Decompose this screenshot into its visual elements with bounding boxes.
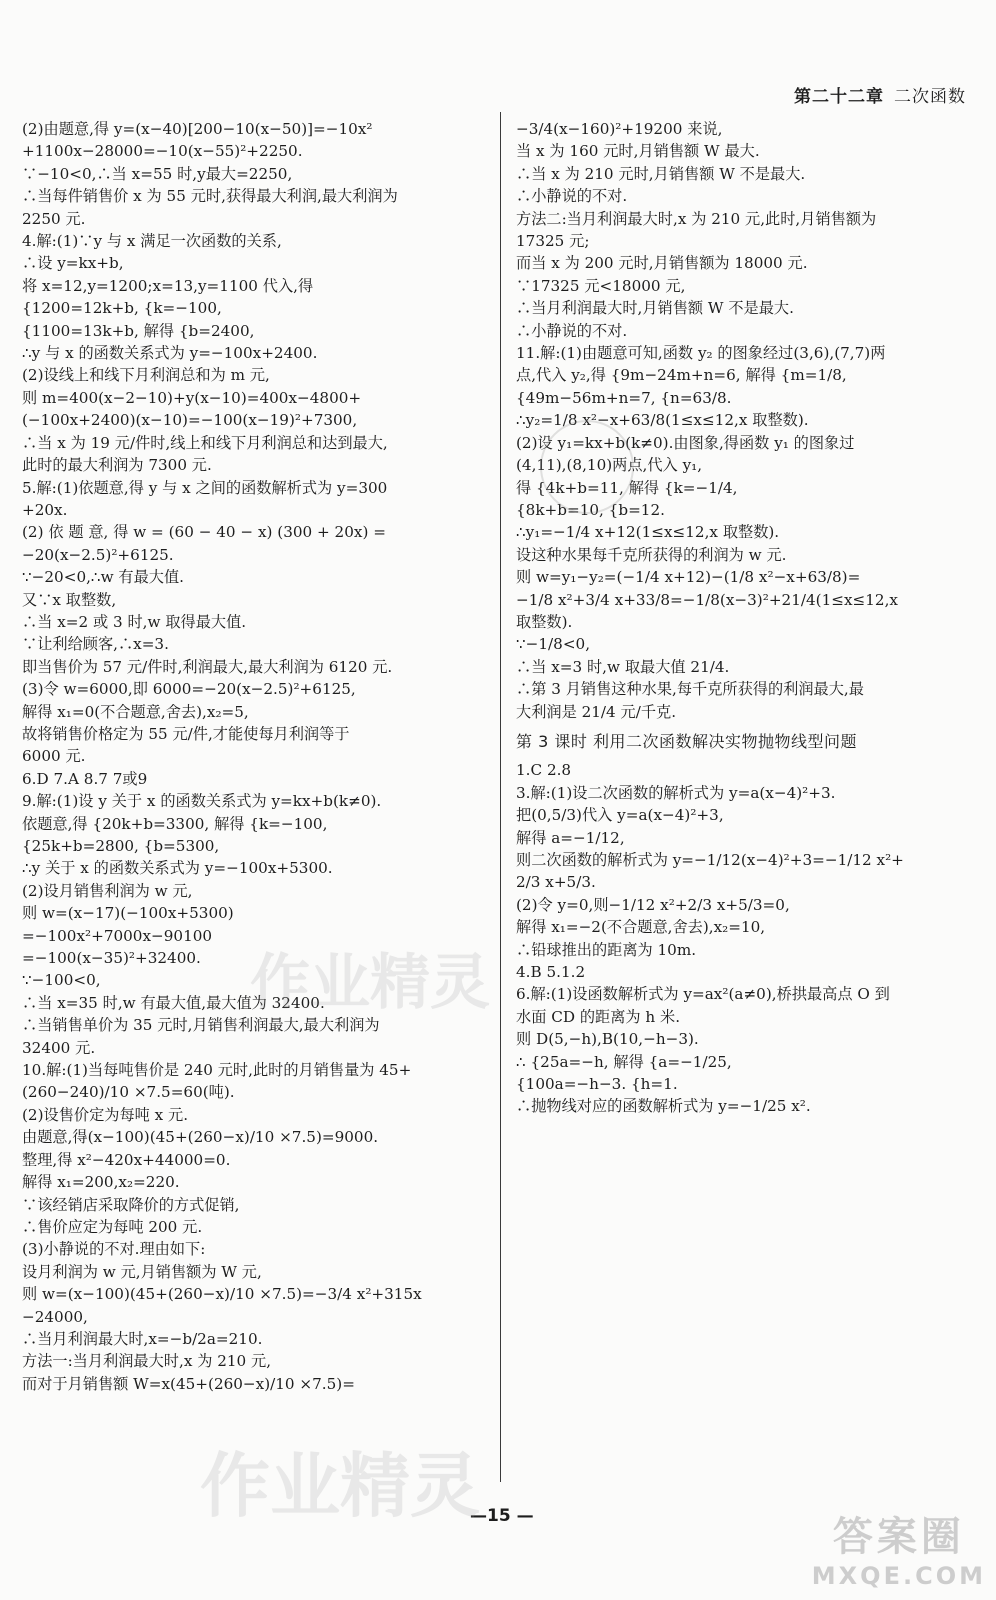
text-line: ∵−10<0,∴当 x=55 时,y最大=2250, bbox=[22, 164, 293, 183]
text-line: 则 D(5,−h),B(10,−h−3). bbox=[516, 1030, 699, 1049]
text-line: ∴当 x=3 时,w 取最大值 21/4. bbox=[516, 657, 730, 676]
text-line: (−100x+2400)(x−10)=−100(x−19)²+7300, bbox=[22, 411, 358, 430]
text-line: 方法二:当月利润最大时,x 为 210 元,此时,月销售额为 bbox=[516, 209, 877, 228]
text-line: 则二次函数的解析式为 y=−1/12(x−4)²+3=−1/12 x²+ bbox=[516, 851, 904, 869]
text-line: 5.解:(1)依题意,得 y 与 x 之间的函数解析式为 y=300 bbox=[22, 478, 388, 497]
text-line: ∴当 x 为 19 元/件时,线上和线下月利润总和达到最大, bbox=[22, 433, 388, 452]
text-line: 而当 x 为 200 元时,月销售额为 18000 元. bbox=[516, 254, 808, 273]
text-line: (3)小静说的不对.理由如下: bbox=[22, 1240, 206, 1259]
text-line: ∴ {25a=−h, 解得 {a=−1/25, bbox=[516, 1052, 732, 1071]
text-line: ∴y 关于 x 的函数关系式为 y=−100x+5300. bbox=[22, 859, 333, 878]
text-line: ∴y₁=−1/4 x+12(1≤x≤12,x 取整数). bbox=[516, 523, 780, 542]
text-line: ∵−100<0, bbox=[22, 971, 101, 990]
text-line: {1100=13k+b, 解得 {b=2400, bbox=[22, 321, 255, 340]
chapter-label: 第二十二章 bbox=[794, 87, 884, 107]
text-line: 此时的最大利润为 7300 元. bbox=[22, 456, 212, 475]
text-line: 10.解:(1)当每吨售价是 240 元时,此时的月销售量为 45+ bbox=[22, 1061, 412, 1080]
column-divider bbox=[500, 112, 501, 1482]
text-line: 将 x=12,y=1200;x=13,y=1100 代入,得 bbox=[22, 276, 314, 295]
text-line: 6000 元. bbox=[22, 747, 86, 766]
text-line: 解得 a=−1/12, bbox=[516, 828, 625, 847]
text-line: ∴y 与 x 的函数关系式为 y=−100x+2400. bbox=[22, 344, 318, 363]
text-line: (3)令 w=6000,即 6000=−20(x−2.5)²+6125, bbox=[22, 680, 356, 699]
section-title: 第 3 课时 利用二次函数解决实物抛物线型问题 bbox=[516, 731, 857, 751]
text-line: −1/8 x²+3/4 x+33/8=−1/8(x−3)²+21/4(1≤x≤12,x bbox=[516, 590, 898, 609]
text-line: ∴当每件销售价 x 为 55 元时,获得最大利润,最大利润为 bbox=[22, 187, 398, 206]
text-line: 则 w=(x−17)(−100x+5300) bbox=[22, 904, 234, 923]
text-line: (260−240)/10 ×7.5=60(吨). bbox=[22, 1083, 235, 1102]
text-line: 6.D 7.A 8.7 7或9 bbox=[22, 769, 148, 788]
text-line: +1100x−28000=−10(x−55)²+2250. bbox=[22, 142, 303, 161]
text-line: ∴售价应定为每吨 200 元. bbox=[22, 1217, 203, 1236]
text-line: ∵−20<0,∴w 有最大值. bbox=[22, 568, 184, 587]
text-line: 解得 x₁=0(不合题意,舍去),x₂=5, bbox=[22, 702, 249, 721]
text-line: ∴铅球推出的距离为 10m. bbox=[516, 940, 697, 959]
text-line: ∴当月利润最大时,x=−b/2a=210. bbox=[22, 1329, 263, 1348]
logo-en: MXQE.COM bbox=[811, 1562, 986, 1590]
watermark-logo bbox=[812, 1505, 986, 1590]
text-line: 解得 x₁=−2(不合题意,舍去),x₂=10, bbox=[516, 918, 766, 937]
text-line: 即当售价为 57 元/件时,利润最大,最大利润为 6120 元. bbox=[22, 657, 393, 676]
text-line: 1.C 2.8 bbox=[516, 761, 572, 780]
text-line: −20(x−2.5)²+6125. bbox=[22, 545, 174, 564]
text-line: ∴当 x=35 时,w 有最大值,最大值为 32400. bbox=[22, 993, 325, 1012]
text-line: ∵17325 元<18000 元, bbox=[516, 276, 686, 295]
text-line: ∴设 y=kx+b, bbox=[22, 254, 124, 273]
text-line: 则 w=(x−100)(45+(260−x)/10 ×7.5)=−3/4 x²+315x bbox=[22, 1285, 422, 1304]
text-line: {8k+b=10, {b=12. bbox=[516, 500, 665, 519]
text-line: {100a=−h−3. {h=1. bbox=[516, 1075, 678, 1094]
text-line: 取整数). bbox=[516, 612, 573, 631]
text-line: −3/4(x−160)²+19200 来说, bbox=[516, 120, 723, 138]
text-line: 把(0,5/3)代入 y=a(x−4)²+3, bbox=[516, 806, 724, 825]
left-column bbox=[22, 118, 490, 1395]
text-line: ∴第 3 月销售这种水果,每千克所获得的利润最大,最 bbox=[516, 680, 864, 699]
text-line: 3.解:(1)设二次函数的解析式为 y=a(x−4)²+3. bbox=[516, 783, 836, 802]
text-line: ∵该经销店采取降价的方式促销, bbox=[22, 1195, 240, 1214]
right-column bbox=[516, 118, 978, 1118]
page-number: —15 — bbox=[470, 1506, 534, 1526]
text-line: ∴小静说的不对. bbox=[516, 321, 628, 340]
text-line: ∵让利给顾客,∴x=3. bbox=[22, 635, 169, 654]
text-line: =−100(x−35)²+32400. bbox=[22, 949, 201, 968]
text-line: 6.解:(1)设函数解析式为 y=ax²(a≠0),桥拱最高点 O 到 bbox=[516, 985, 890, 1004]
text-line: +20x. bbox=[22, 500, 68, 519]
text-line: −24000, bbox=[22, 1307, 88, 1326]
text-line: 点,代入 y₂,得 {9m−24m+n=6, 解得 {m=1/8, bbox=[516, 366, 847, 385]
text-line: 得 {4k+b=11, 解得 {k=−1/4, bbox=[516, 478, 738, 497]
text-line: =−100x²+7000x−90100 bbox=[22, 926, 213, 945]
watermark-text-2: 作业精灵 bbox=[200, 1445, 480, 1527]
text-line: 4.解:(1)∵y 与 x 满足一次函数的关系, bbox=[22, 232, 282, 251]
logo-cn: 答案圈 bbox=[832, 1514, 965, 1560]
text-line: ∴抛物线对应的函数解析式为 y=−1/25 x². bbox=[516, 1097, 811, 1116]
text-line: 故将销售价格定为 55 元/件,才能使每月利润等于 bbox=[22, 724, 350, 743]
text-line: (2)设售价定为每吨 x 元. bbox=[22, 1105, 189, 1124]
text-line: 则 m=400(x−2−10)+y(x−10)=400x−4800+ bbox=[22, 388, 362, 407]
text-line: 4.B 5.1.2 bbox=[516, 963, 586, 982]
text-line: (2)设 y₁=kx+b(k≠0).由图象,得函数 y₁ 的图象过 bbox=[516, 433, 855, 452]
page-header bbox=[794, 82, 966, 107]
text-line: ∵−1/8<0, bbox=[516, 635, 591, 654]
text-line: {1200=12k+b, {k=−100, bbox=[22, 299, 222, 318]
text-line: 水面 CD 的距离为 h 米. bbox=[516, 1007, 681, 1026]
text-line: ∴当销售单价为 35 元时,月销售利润最大,最大利润为 bbox=[22, 1016, 380, 1035]
text-line: ∴当月利润最大时,月销售额 W 不是最大. bbox=[516, 299, 794, 318]
text-line: 11.解:(1)由题意可知,函数 y₂ 的图象经过(3,6),(7,7)两 bbox=[516, 344, 886, 363]
text-line: {25k+b=2800, {b=5300, bbox=[22, 837, 220, 855]
text-line: 设月利润为 w 元,月销售额为 W 元, bbox=[22, 1262, 262, 1281]
text-line: (2) 依 题 意, 得 w = (60 − 40 − x) (300 + 20x) = bbox=[22, 523, 386, 542]
text-line: ∴当 x 为 210 元时,月销售额 W 不是最大. bbox=[516, 164, 806, 183]
text-line: 2/3 x+5/3. bbox=[516, 873, 596, 892]
text-line: 由题意,得(x−100)(45+(260−x)/10 ×7.5)=9000. bbox=[22, 1128, 379, 1147]
watermark-text-1: 作业精灵 bbox=[250, 948, 490, 1018]
text-line: 而对于月销售额 W=x(45+(260−x)/10 ×7.5)= bbox=[22, 1374, 355, 1393]
text-line: ∴y₂=1/8 x²−x+63/8(1≤x≤12,x 取整数). bbox=[516, 411, 809, 430]
text-line: 解得 x₁=200,x₂=220. bbox=[22, 1173, 180, 1192]
text-line: 大利润是 21/4 元/千克. bbox=[516, 702, 677, 721]
watermark-stamp bbox=[540, 420, 634, 514]
text-line: 则 w=y₁−y₂=(−1/4 x+12)−(1/8 x²−x+63/8)= bbox=[516, 568, 861, 587]
text-line: 设这种水果每千克所获得的利润为 w 元. bbox=[516, 545, 787, 564]
text-line: 当 x 为 160 元时,月销售额 W 最大. bbox=[516, 142, 760, 161]
text-line: (2)由题意,得 y=(x−40)[200−10(x−50)]=−10x² bbox=[22, 120, 373, 138]
text-line: (2)设月销售利润为 w 元, bbox=[22, 881, 193, 900]
text-line: ∴小静说的不对. bbox=[516, 187, 628, 206]
text-line: 9.解:(1)设 y 关于 x 的函数关系式为 y=kx+b(k≠0). bbox=[22, 792, 382, 811]
text-line: {49m−56m+n=7, {n=63/8. bbox=[516, 388, 732, 407]
text-line: (4,11),(8,10)两点,代入 y₁, bbox=[516, 456, 703, 475]
text-line: (2)令 y=0,则−1/12 x²+2/3 x+5/3=0, bbox=[516, 895, 790, 914]
text-line: 32400 元. bbox=[22, 1038, 96, 1057]
text-line: 依题意,得 {20k+b=3300, 解得 {k=−100, bbox=[22, 814, 328, 833]
text-line: (2)设线上和线下月利润总和为 m 元, bbox=[22, 366, 270, 385]
text-line: 方法一:当月利润最大时,x 为 210 元, bbox=[22, 1352, 272, 1371]
text-line: 17325 元; bbox=[516, 232, 590, 251]
subject-label: 二次函数 bbox=[894, 87, 966, 107]
text-line: 又∵x 取整数, bbox=[22, 590, 117, 609]
text-line: 整理,得 x²−420x+44000=0. bbox=[22, 1150, 231, 1169]
text-line: 2250 元. bbox=[22, 209, 86, 228]
text-line: ∴当 x=2 或 3 时,w 取得最大值. bbox=[22, 612, 247, 631]
